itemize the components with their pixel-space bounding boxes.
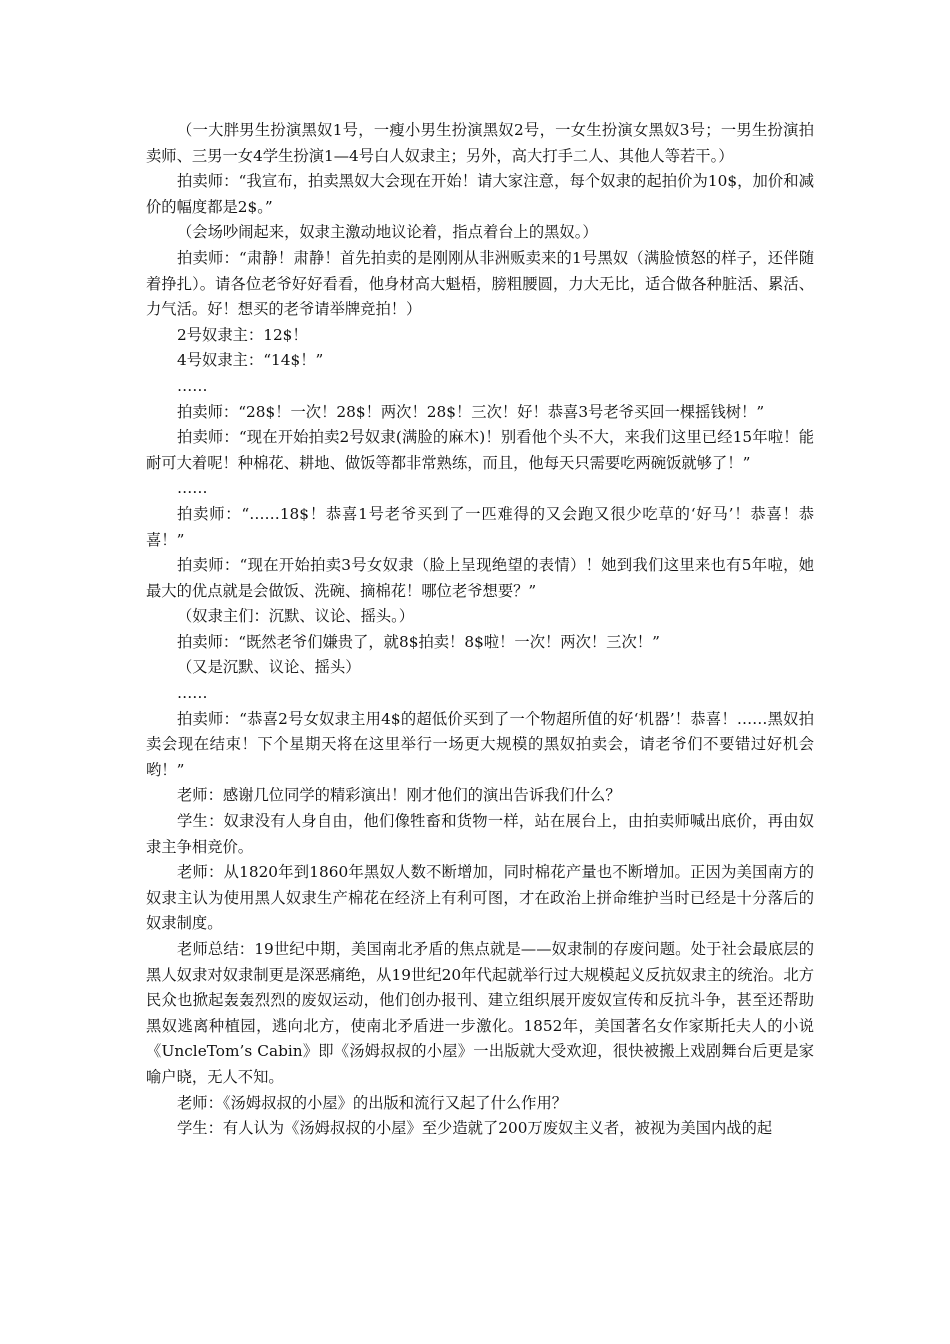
teacher-summary: 老师总结：19世纪中期，美国南北矛盾的焦点就是——奴隶制的存废问题。处于社会最底层的黑人奴隶对奴隶制更是深恶痛绝，从19世纪20年代起就举行过大规模起义反抗奴隶主的统治。北方民众也掀起轰轰烈烈的废奴运动，他们创办报刊、建立组织展开废奴宣传和反抗斗争，甚至还帮助黑奴逃离种植园，逃向北方，使南北矛盾进一步激化。1852年，美国著名女作家斯托夫人的小说《UncleTom’s Cabin》即《汤姆叔叔的小屋》一出版就大受欢迎，很快被搬上戏剧舞台后更是家喻户晓，无人不知。 xyxy=(146,940,814,1086)
stage-direction-cast: （一大胖男生扮演黑奴1号，一瘦小男生扮演黑奴2号，一女生扮演女黑奴3号；一男生扮演拍卖师、三男一女4学生扮演1—4号白人奴隶主；另外，高大打手二人、其他人等若干。） xyxy=(146,121,814,165)
auctioneer-line-slave-1: 拍卖师：“肃静！肃静！首先拍卖的是刚刚从非洲贩卖来的1号黑奴（满脸愤怒的样子，还伴随着挣扎）。请各位老爷好好看看，他身材高大魁梧，膀粗腰圆，力大无比，适合做各种脏活、累活、力气活。好！想买的老爷请举牌竞拍！） xyxy=(146,248,814,319)
auctioneer-line-opening: 拍卖师：“我宣布，拍卖黑奴大会现在开始！请大家注意，每个奴隶的起拍价为10$，加价和减价的幅度都是2$。” xyxy=(146,172,814,216)
ellipsis-line: …… xyxy=(177,684,208,703)
stage-direction-silence-again: （又是沉默、议论、摇头） xyxy=(177,658,361,677)
stage-direction-crowd: （会场吵闹起来，奴隶主激动地议论着，指点着台上的黑奴。） xyxy=(177,223,598,242)
auctioneer-line-sold-1: 拍卖师：“28$！一次！28$！两次！28$！三次！好！恭喜3号老爷买回一棵摇钱树！” xyxy=(177,402,765,421)
teacher-explanation: 老师：从1820年到1860年黑奴人数不断增加，同时棉花产量也不断增加。正因为美国南方的奴隶主认为使用黑人奴隶生产棉花在经济上有利可图，才在政治上拼命维护当时已经是十分落后的奴隶制度。 xyxy=(146,863,814,933)
auctioneer-line-discount: 拍卖师：“既然老爷们嫌贵了，就8$拍卖！8$啦！一次！两次！三次！” xyxy=(177,632,660,651)
student-answer-2: 学生：有人认为《汤姆叔叔的小屋》至少造就了200万废奴主义者，被视为美国内战的起 xyxy=(177,1119,773,1138)
auctioneer-line-closing: 拍卖师：“恭喜2号女奴隶主用4$的超低价买到了一个物超所值的好‘机器’！恭喜！……黑奴拍卖会现在结束！下个星期天将在这里举行一场更大规模的黑奴拍卖会，请老爷们不要错过好机会哟！” xyxy=(146,709,814,779)
document-page xyxy=(146,118,814,1142)
bidder-line-2: 2号奴隶主：12$！ xyxy=(177,325,308,344)
bidder-line-4: 4号奴隶主：“14$！” xyxy=(177,351,324,370)
auctioneer-line-slave-3: 拍卖师：“现在开始拍卖3号女奴隶（脸上呈现绝望的表情）！她到我们这里来也有5年啦，她最大的优点就是会做饭、洗碗、摘棉花！哪位老爷想要？” xyxy=(146,556,814,600)
student-answer-1: 学生：奴隶没有人身自由，他们像牲畜和货物一样，站在展台上，由拍卖师喊出底价，再由奴隶主争相竞价。 xyxy=(146,812,814,856)
ellipsis-line: …… xyxy=(177,376,208,395)
stage-direction-silence: （奴隶主们：沉默、议论、摇头。） xyxy=(177,607,415,626)
auctioneer-line-slave-2: 拍卖师：“现在开始拍卖2号奴隶(满脸的麻木)！别看他个头不大，来我们这里已经15年啦！能耐可大着呢！种棉花、耕地、做饭等都非常熟练，而且，他每天只需要吃两碗饭就够了！” xyxy=(146,428,814,472)
ellipsis-line: …… xyxy=(177,479,208,498)
auctioneer-line-sold-2: 拍卖师：“……18$！恭喜1号老爷买到了一匹难得的又会跑又很少吃草的‘好马’！恭喜！恭喜！” xyxy=(146,504,814,549)
teacher-question-2: 老师：《汤姆叔叔的小屋》的出版和流行又起了什么作用？ xyxy=(177,1093,568,1112)
teacher-question-1: 老师：感谢几位同学的精彩演出！刚才他们的演出告诉我们什么？ xyxy=(177,786,621,805)
